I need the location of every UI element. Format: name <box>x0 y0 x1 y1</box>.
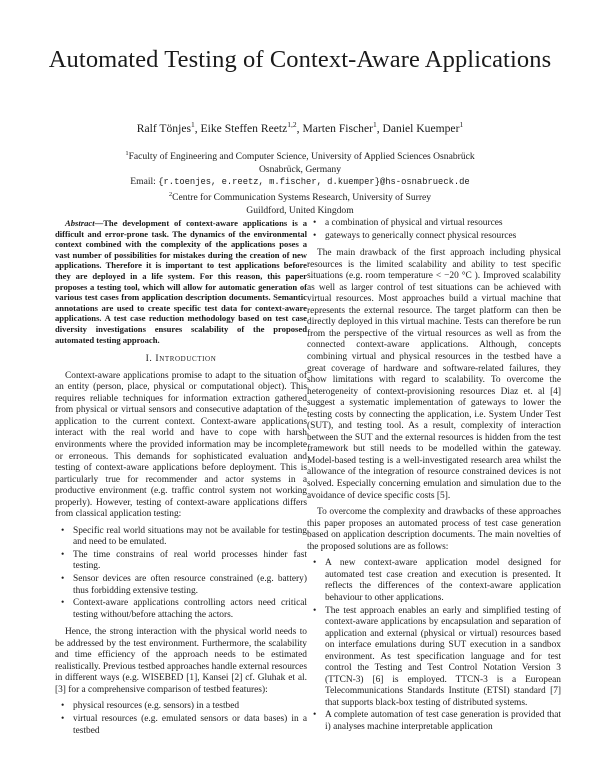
author: Ralf Tönjes$^1$, <box>136 120 201 135</box>
list-item: • gateways to generically connect physical resources <box>325 231 561 243</box>
author: Eike Steffen Reetz$^{1,2}$, <box>200 120 303 135</box>
affiliations <box>60 148 540 217</box>
list-item: • Sensor devices are often resource constrained (e.g. battery) thus forbidding extensive testing. <box>73 574 307 597</box>
testbed-approaches-list <box>55 701 307 737</box>
list-item: • virtual resources (e.g. emulated sensors or data bases) in a testbed <box>73 714 307 737</box>
intro-paragraph-2: Hence, the strong interaction with the physical world needs to be addressed by the test environment. Furthermore, the scalability and time efficiency of the approach needs to be estimated realistically. Previous testbed approaches handle external resources in different ways (e.g. WISEBED [1], Kansei [2] cf. Gluhak et al. [3] for a comprehensive comparison of testbed features): <box>55 627 307 695</box>
affiliation-2-city: Guildford, United Kingdom <box>246 204 354 216</box>
intro-paragraph-4: To overcome the complexity and drawbacks of these approaches this paper proposes an automated process of test case generation based on application description documents. The main novelties of the proposed solutions are as follows: <box>307 507 561 552</box>
author-list <box>40 120 560 135</box>
email-addresses[interactable]: {r.toenjes, e.reetz, m.fischer, d.kuemper}@hs-osnabrueck.de <box>158 177 470 188</box>
list-item: • Context-aware applications controlling actors need critical testing without/before attaching the actors. <box>73 598 307 621</box>
right-column <box>307 218 561 740</box>
list-item: • a combination of physical and virtual resources <box>325 218 561 230</box>
paper-title: Automated Testing of Context-Aware Applications <box>48 46 552 73</box>
list-item: • physical resources (e.g. sensors) in a testbed <box>73 701 307 713</box>
testbed-approaches-list-cont <box>307 218 561 242</box>
list-item: • The time constrains of real world processes hinder fast testing. <box>73 550 307 573</box>
intro-paragraph-3: The main drawback of the first approach including physical resources is the limited scalability and ability to test specific situations (e.g. room temperature < −20 °C ). Improved scalability as well as larger control of test situations can be achieved with virtual resources. Most approaches build a virtual machine that represents the external resource. The target platform can then be directly deployed in this virtual machine. Tests can therefore be run from the perspective of the virtual resources as well as from the connected context-aware applications. Although, concepts combining virtual and physical resources in the testbed have a great coverage of hardware and software-related failures, they show limitations with regard to scalability. To overcome the heterogeneity of context-provisioning resources Diaz et. al [4] suggest a systematic implementation of gateways to lower the testing costs by connecting the application, i.e. System Under Test (SUT), and testing tool. As a result, complexity of interaction between the SUT and the external resources is hidden from the test framework but still needs to be modelled within the gateway. Model-based testing is a well-investigated research area whilst the allowance of the integration of resource constrained devices is not solved. Especially concerning emulation and simulation due to the avoidance of device specific costs [5]. <box>307 248 561 501</box>
affiliation-2: $^2$Centre for Communication Systems Research, University of Surrey <box>168 190 432 204</box>
affiliation-1-city: Osnabrück, Germany <box>258 163 342 175</box>
intro-paragraph-1: Context-aware applications promise to adapt to the situation of an entity (person, place, physical or computational object). This requires reliable techniques for information extraction gathered from physical or virtual sensors and consecutive adaptation of the application to the current context. Context-aware applications interact with the real world and have to cope with harsh environments where the provided information may be incomplete or erroneous. This demands for sophisticated evaluation and testing of context-aware applications before deployment. This is particularly true for recommender and actor systems in a productive environment (e.g. traffic control system not working properly). However, testing of context-aware applications differs from classical application testing: <box>55 370 307 520</box>
author: Daniel Kuemper$^1$ <box>382 120 464 135</box>
left-column <box>55 218 307 743</box>
list-item: • A new context-aware application model designed for automated test case creation and execution is presented. It reflects the differences of the context-aware application behaviour to other applications. <box>325 558 561 604</box>
abstract: Abstract—The development of context-aware applications is a difficult and error-prone task. The dynamics of the environmental context combined with the complexity of the applications poses a vast number of possibilities for mistakes during the creation of new applications. Therefore it is important to test applications before they are deployed in a life system. For this reason, this paper proposes a testing tool, which will allow for automatic generation of various test cases from application description documents. Semantic annotations are used to create specific test data for context-aware applications. A test case reduction methodology based on test case diversity investigations ensures scalability of the proposed automated testing approach. <box>55 218 307 345</box>
novelties-list <box>307 558 561 733</box>
author: Marten Fischer$^1$, <box>302 120 383 135</box>
email-line: Email: {r.toenjes, e.reetz, m.fischer, d.kuemper}@hs-osnabrueck.de <box>130 176 470 188</box>
list-item: • A complete automation of test case generation is provided that i) analyses machine interpretable application <box>325 710 561 733</box>
list-item: • The test approach enables an early and simplified testing of context-aware applications by encapsulation and separation of application and external (physical or virtual) resources based on interface emulations during SUT execution in a sandbox environment. As test specification language and for test control the Testing and Test Control Notation Version 3 (TTCN-3) [6] is employed. TTCN-3 is a European Telecommunications Standards Institute (ETSI) standard [7] that supports black-box testing of distributed systems. <box>325 606 561 710</box>
testing-differences-list <box>55 526 307 621</box>
list-item: • Specific real world situations may not be available for testing and need to be emulated. <box>73 526 307 549</box>
affiliation-1: $^1$Faculty of Engineering and Computer Science, University of Applied Sciences Osnabrück <box>125 150 475 163</box>
section-heading-introduction: I. Introduction <box>145 353 217 365</box>
